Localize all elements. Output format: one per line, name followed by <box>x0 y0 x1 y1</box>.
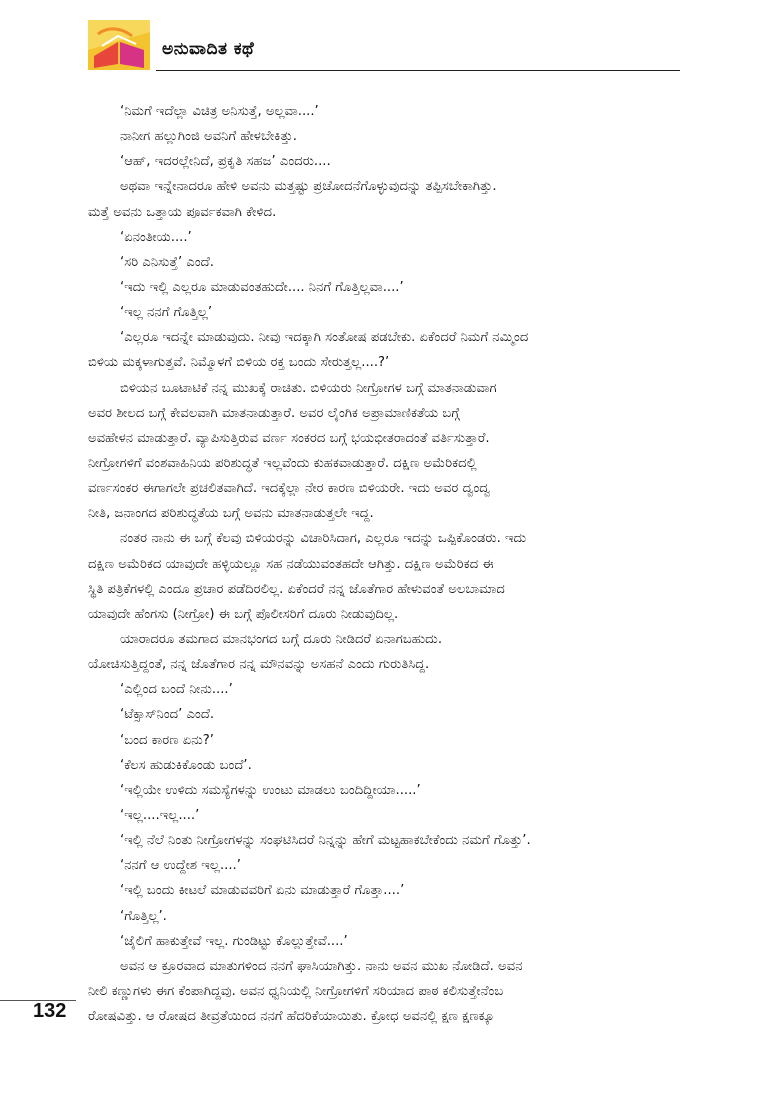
text-line: ಅಥವಾ ಇನ್ನೇನಾದರೂ ಹೇಳಿ ಅವನು ಮತ್ತಷ್ಟು ಪ್ರಚೋದನೆಗೊಳ್ಳುವುದನ್ನು ತಪ್ಪಿಸಬೇಕಾಗಿತ್ತು. <box>120 179 497 195</box>
text-line: ‘ಇಲ್ಲ ನನಗೆ ಗೊತ್ತಿಲ್ಲ’ <box>120 305 213 321</box>
text-line: ಅವಹೇಳನ ಮಾಡುತ್ತಾರೆ. ವ್ಯಾಪಿಸುತ್ತಿರುವ ವರ್ಣ ಸಂಕರದ ಬಗ್ಗೆ ಭಯಭೀತರಾದಂತೆ ವರ್ತಿಸುತ್ತಾರೆ. <box>88 430 490 446</box>
text-line: ದಕ್ಷಿಣ ಅಮೆರಿಕದ ಯಾವುದೇ ಹಳ್ಳಿಯಲ್ಲೂ ಸಹ ನಡೆಯುವಂತಹದೇ ಆಗಿತ್ತು. ದಕ್ಷಿಣ ಅಮೆರಿಕದ ಈ <box>88 556 494 572</box>
text-line: ಅವನ ಆ ಕ್ರೂರವಾದ ಮಾತುಗಳಿಂದ ನನಗೆ ಘಾಸಿಯಾಗಿತ್ತು. ನಾನು ಅವನ ಮುಖ ನೋಡಿದೆ. ಅವನ <box>120 958 523 974</box>
text-line: ‘ಏನಂತೀಯ....’ <box>120 229 192 245</box>
text-line: ವರ್ಣಸಂಕರ ಈಗಾಗಲೇ ಪ್ರಚಲಿತವಾಗಿದೆ. ಇದಕ್ಕೆಲ್ಲಾ ನೇರ ಕಾರಣ ಬಿಳಿಯರೇ. ಇದು ಅವರ ದ್ವಂದ್ವ <box>88 481 491 497</box>
text-line: ಸ್ಥಿತಿ ಪತ್ರಿಕೆಗಳಲ್ಲಿ ಎಂದೂ ಪ್ರಚಾರ ಪಡೆದಿರಲಿಲ್ಲ. ಏಕೆಂದರೆ ನನ್ನ ಜೊತೆಗಾರ ಹೇಳುವಂತೆ ಅಲಬಾಮಾದ <box>88 581 505 597</box>
text-line: ಅವರ ಶೀಲದ ಬಗ್ಗೆ ಕೇವಲವಾಗಿ ಮಾತನಾಡುತ್ತಾರೆ. ಅವರ ಲೈಂಗಿಕ ಅಪ್ರಾಮಾಣಿಕತೆಯ ಬಗ್ಗೆ <box>88 405 460 421</box>
text-line: ರೋಷವಿತ್ತು. ಆ ರೋಷದ ತೀವ್ರತೆಯಿಂದ ನನಗೆ ಹೆದರಿಕೆಯಾಯಿತು. ಕ್ರೋಧ ಅವನಲ್ಲಿ ಕ್ಷಣ ಕ್ಷಣಕ್ಕೂ <box>88 1009 495 1025</box>
text-line: ‘ಸರಿ ಎನಿಸುತ್ತೆ’ ಎಂದೆ. <box>120 254 214 270</box>
text-line: ಯಾರಾದರೂ ತಮಗಾದ ಮಾನಭಂಗದ ಬಗ್ಗೆ ದೂರು ನೀಡಿದರೆ ಏನಾಗಬಹುದು. <box>120 631 443 647</box>
text-line: ‘ಇಲ್ಲ....ಇಲ್ಲ....’ <box>120 807 200 823</box>
text-line: ‘ಜೈಲಿಗೆ ಹಾಕುತ್ತೇವೆ ಇಲ್ಲ. ಗುಂಡಿಟ್ಟು ಕೊಲ್ಲುತ್ತೇವೆ....’ <box>120 933 348 949</box>
page-number: 132 <box>33 1000 67 1022</box>
text-line: ‘ಇಲ್ಲಿ ನೆಲೆ ನಿಂತು ನೀಗ್ರೋಗಳನ್ನು ಸಂಘಟಿಸಿದರೆ ನಿನ್ನನ್ನು ಹೇಗೆ ಮಟ್ಟಹಾಕಬೇಕೆಂದು ನಮಗೆ ಗೊತ್ತು’. <box>120 833 531 849</box>
text-line: ‘ಆಹ್, ಇದರಲ್ಲೇನಿದೆ, ಪ್ರಕೃತಿ ಸಹಜ’ ಎಂದರು.... <box>120 154 331 170</box>
text-line: ನಂತರ ನಾನು ಈ ಬಗ್ಗೆ ಕೆಲವು ಬಿಳಿಯರನ್ನು ವಿಚಾರಿಸಿದಾಗ, ಎಲ್ಲರೂ ಇದನ್ನು ಒಪ್ಪಿಕೊಂಡರು. ಇದು <box>120 531 527 547</box>
text-line: ನೀಗ್ರೋಗಳಿಗೆ ವಂಶವಾಹಿನಿಯ ಪರಿಶುದ್ಧತೆ ಇಲ್ಲವೆಂದು ಕುಹಕವಾಡುತ್ತಾರೆ. ದಕ್ಷಿಣ ಅಮೆರಿಕದಲ್ಲಿ <box>88 455 477 471</box>
text-line: ‘ಇದು ಇಲ್ಲಿ ಎಲ್ಲರೂ ಮಾಡುವಂತಹುದೇ.... ನಿನಗೆ ಗೊತ್ತಿಲ್ಲವಾ....’ <box>120 279 404 295</box>
text-line: ನೀತಿ, ಜನಾಂಗದ ಪರಿಶುದ್ಧತೆಯ ಬಗ್ಗೆ ಅವನು ಮಾತನಾಡುತ್ತಲೇ ಇದ್ದ. <box>88 506 374 522</box>
text-line: ‘ಎಲ್ಲರೂ ಇದನ್ನೇ ಮಾಡುವುದು. ನೀವು ಇದಕ್ಕಾಗಿ ಸಂತೋಷ ಪಡಬೇಕು. ಏಕೆಂದರೆ ನಿಮಗೆ ನಮ್ಮಿಂದ <box>120 330 529 346</box>
text-line: ‘ನನಗೆ ಆ ಉದ್ದೇಶ ಇಲ್ಲ....’ <box>120 858 241 874</box>
page-header <box>88 20 680 72</box>
text-line: ‘ಟೆಕ್ಸಾಸ್‌ನಿಂದ’ ಎಂದೆ. <box>120 707 215 723</box>
text-line: ‘ಬಂದ ಕಾರಣ ಏನು?’ <box>120 732 215 748</box>
text-line: ಬಿಳಿಯ ಮಕ್ಕಳಾಗುತ್ತವೆ. ನಿಮ್ಮೊಳಗೆ ಬಿಳಿಯ ರಕ್ತ ಬಂದು ಸೇರುತ್ತಲ್ಲ....?’ <box>88 355 390 371</box>
text-line: ‘ಎಲ್ಲಿಂದ ಬಂದೆ ನೀನು....’ <box>120 682 233 698</box>
text-line: ‘ಕೆಲಸ ಹುಡುಕಿಕೊಂಡು ಬಂದೆ’. <box>120 757 252 773</box>
text-line: ‘ಗೊತ್ತಿಲ್ಲ’. <box>120 908 167 924</box>
text-line: ‘ಇಲ್ಲಿಯೇ ಉಳಿದು ಸಮಸ್ಯೆಗಳನ್ನು ಉಂಟು ಮಾಡಲು ಬಂದಿದ್ದೀಯಾ.....’ <box>120 782 421 798</box>
text-line: ನೀಲಿ ಕಣ್ಣುಗಳು ಈಗ ಕೆಂಪಾಗಿದ್ದವು. ಅವನ ಧ್ವನಿಯಲ್ಲಿ ನೀಗ್ರೋಗಳಿಗೆ ಸರಿಯಾದ ಪಾಠ ಕಲಿಸುತ್ತೇನೆಂಬ <box>88 983 504 999</box>
header-divider <box>156 70 680 71</box>
text-line: ಮತ್ತೆ ಅವನು ಒತ್ತಾಯ ಪೂರ್ವಕವಾಗಿ ಕೇಳಿದ. <box>88 204 277 220</box>
text-line: ಬಿಳಿಯನ ಬೂಟಾಟಿಕೆ ನನ್ನ ಮುಖಕ್ಕೆ ರಾಚಿತು. ಬಿಳಿಯರು ನೀಗ್ರೋಗಳ ಬಗ್ಗೆ ಮಾತನಾಡುವಾಗ <box>120 380 497 396</box>
text-line: ಯೋಚಿಸುತ್ತಿದ್ದಂತೆ, ನನ್ನ ಜೊತೆಗಾರ ನನ್ನ ಮೌನವನ್ನು ಅಸಹನೆ ಎಂದು ಗುರುತಿಸಿದ್ದ. <box>88 657 430 673</box>
text-line: ‘ನಿಮಗೆ ಇದೆಲ್ಲಾ ವಿಚಿತ್ರ ಅನಿಸುತ್ತೆ, ಅಲ್ಲವಾ....’ <box>120 104 319 119</box>
open-book-icon <box>88 20 150 70</box>
text-line: ಯಾವುದೇ ಹೆಂಗಸು (ನೀಗ್ರೋ) ಈ ಬಗ್ಗೆ ಪೊಲೀಸರಿಗೆ ದೂರು ನೀಡುವುದಿಲ್ಲ. <box>88 606 399 622</box>
running-header-title: ಅನುವಾದಿತ ಕಥೆ <box>162 39 255 59</box>
text-line: ‘ಇಲ್ಲಿ ಬಂದು ಕೀಟಲೆ ಮಾಡುವವರಿಗೆ ಏನು ಮಾಡುತ್ತಾರೆ ಗೊತ್ತಾ....’ <box>120 883 405 899</box>
story-body <box>88 99 680 1029</box>
text-line: ನಾನೀಗ ಹಲ್ಲುಗಿಂಜಿ ಅವನಿಗೆ ಹೇಳಬೇಕಿತ್ತು. <box>120 129 297 145</box>
